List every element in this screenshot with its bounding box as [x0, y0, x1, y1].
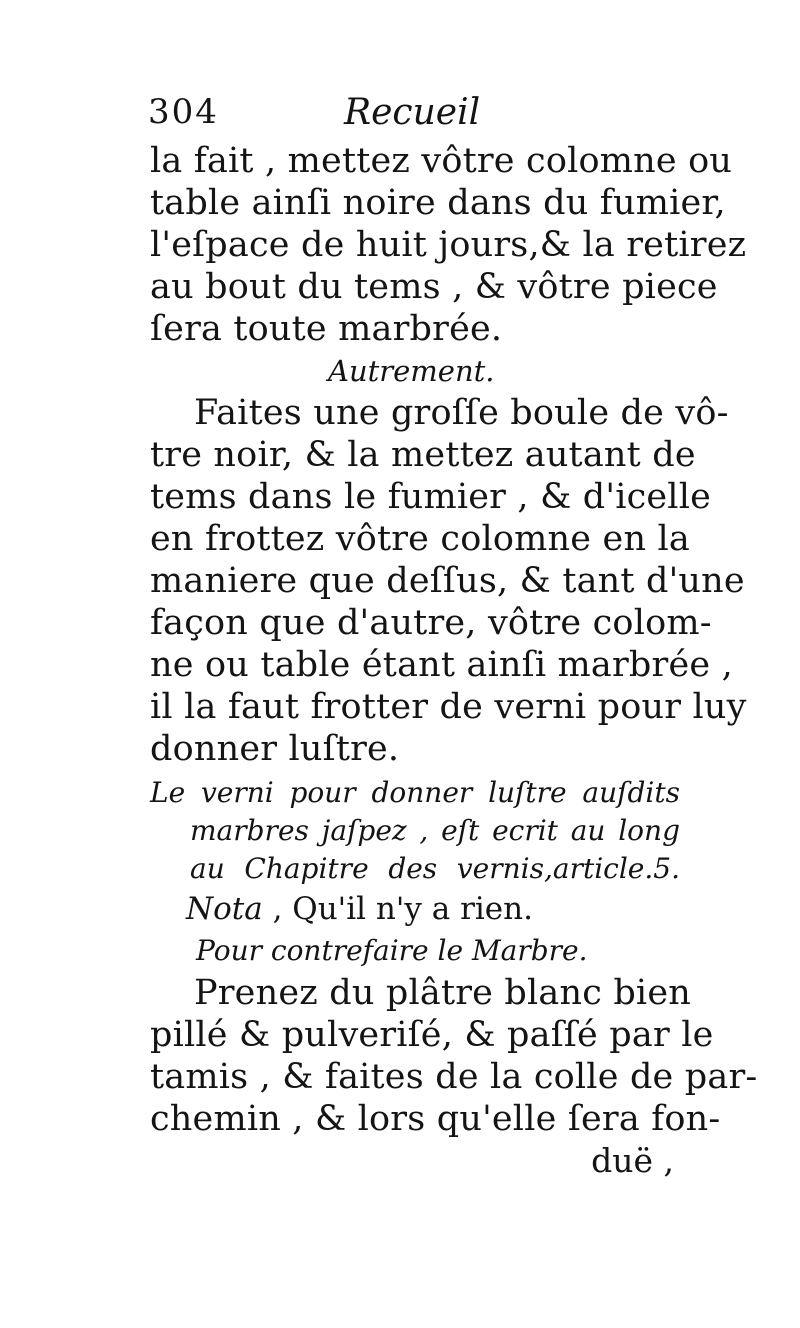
text-line: il la faut frotter de verni pour luy [150, 687, 747, 727]
text-line: maniere que deſſus, & tant d'une [150, 561, 745, 601]
text-line: ne ou table étant ainſi marbrée , [150, 645, 733, 685]
text-line: tre noir, & la mettez autant de [150, 435, 696, 475]
nota-text: , Qu'il n'y a rien. [262, 891, 533, 927]
note-line: au Chapitre des vernis,article.5. [190, 852, 680, 885]
section-heading: Pour contrefaire le Marbre. [196, 934, 588, 967]
note-line: marbres jaſpez , eſt ecrit au long [190, 814, 680, 847]
text-line: l'eſpace de huit jours,& la retirez [150, 225, 747, 265]
text-line: tems dans le fumier , & d'icelle [150, 477, 711, 517]
text-line: Prenez du plâtre blanc bien [194, 973, 691, 1013]
nota-label: Nota [186, 891, 263, 927]
nota-line [150, 888, 680, 930]
text-block [150, 140, 758, 1182]
text-line: au bout du tems , & vôtre piece [150, 267, 718, 307]
text-line: tamis , & faites de la colle de par- [150, 1057, 758, 1097]
text-line: pillé & pulveriſé, & paſſé par le [150, 1015, 714, 1055]
text-line: chemin , & lors qu'elle ſera fon- [150, 1099, 721, 1139]
text-line: donner luſtre. [150, 729, 400, 769]
text-line: table ainſi noire dans du fumier, [150, 183, 726, 223]
catchword: duë , [591, 1141, 674, 1180]
text-line: la fait , mettez vôtre colomne ou [150, 141, 733, 181]
text-line: ſera toute marbrée. [150, 309, 503, 349]
note-line: Le verni pour donner luſtre auſdits [150, 776, 680, 809]
text-line: façon que d'autre, vôtre colom- [150, 603, 712, 643]
running-title: Recueil [344, 92, 481, 133]
page-header [148, 92, 488, 142]
page-number: 304 [148, 92, 219, 132]
text-line: en frottez vôtre colomne en la [150, 519, 690, 559]
text-line: Faites une groſſe boule de vô- [194, 393, 729, 433]
section-heading: Autrement. [328, 354, 495, 388]
